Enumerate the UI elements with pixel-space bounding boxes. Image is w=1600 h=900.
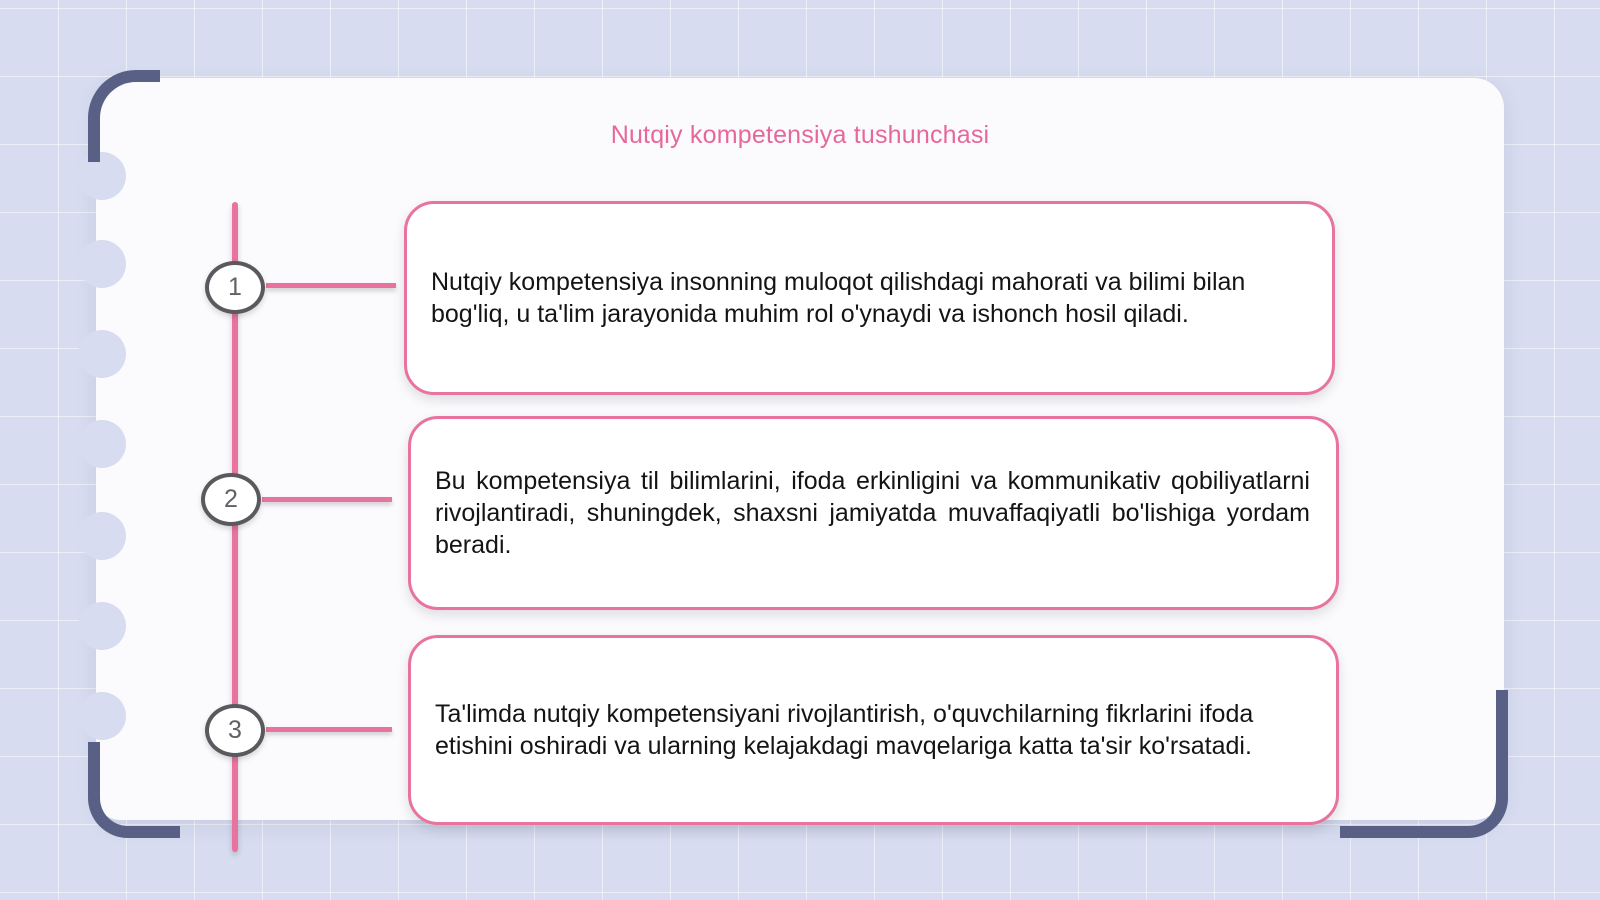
paper-notch [78,602,126,650]
point-card-3 [408,635,1339,825]
point-text-2: Bu kompetensiya til bilimlarini, ifoda erkinligini va kommunikativ qobiliyatlarni rivojlantiradi, shuningdek, shaxsni jamiyatda muvaffaqiyatli bo'lishiga yordam beradi. [435,467,1310,559]
timeline-connector [262,497,392,502]
timeline-connector [266,283,396,288]
step-number-1: 1 [205,261,265,314]
point-card-2 [408,416,1339,610]
point-card-1 [404,201,1335,395]
point-text-1: Nutqiy kompetensiya insonning muloqot qilishdagi mahorati va bilimi bilan bog'liq, u ta'lim jarayonida muhim rol o'ynaydi va ishonch hosil qiladi. [431,268,1246,328]
paper-notch [78,240,126,288]
paper-notch [78,330,126,378]
point-text-3: Ta'limda nutqiy kompetensiyani rivojlantirish, o'quvchilarning fikrlarini ifoda etishini oshiradi va ularning kelajakdagi mavqelariga katta ta'sir ko'rsatadi. [435,700,1254,760]
timeline-connector [266,727,392,732]
corner-bracket-bottom-left [88,742,180,838]
paper-notch [78,512,126,560]
step-number-3: 3 [205,704,265,757]
paper-notch [78,420,126,468]
corner-bracket-bottom-right [1340,690,1508,838]
corner-bracket-top-left [88,70,160,162]
slide-title: Nutqiy kompetensiya tushunchasi [610,121,990,149]
step-number-2: 2 [201,473,261,526]
paper-notch [78,692,126,740]
